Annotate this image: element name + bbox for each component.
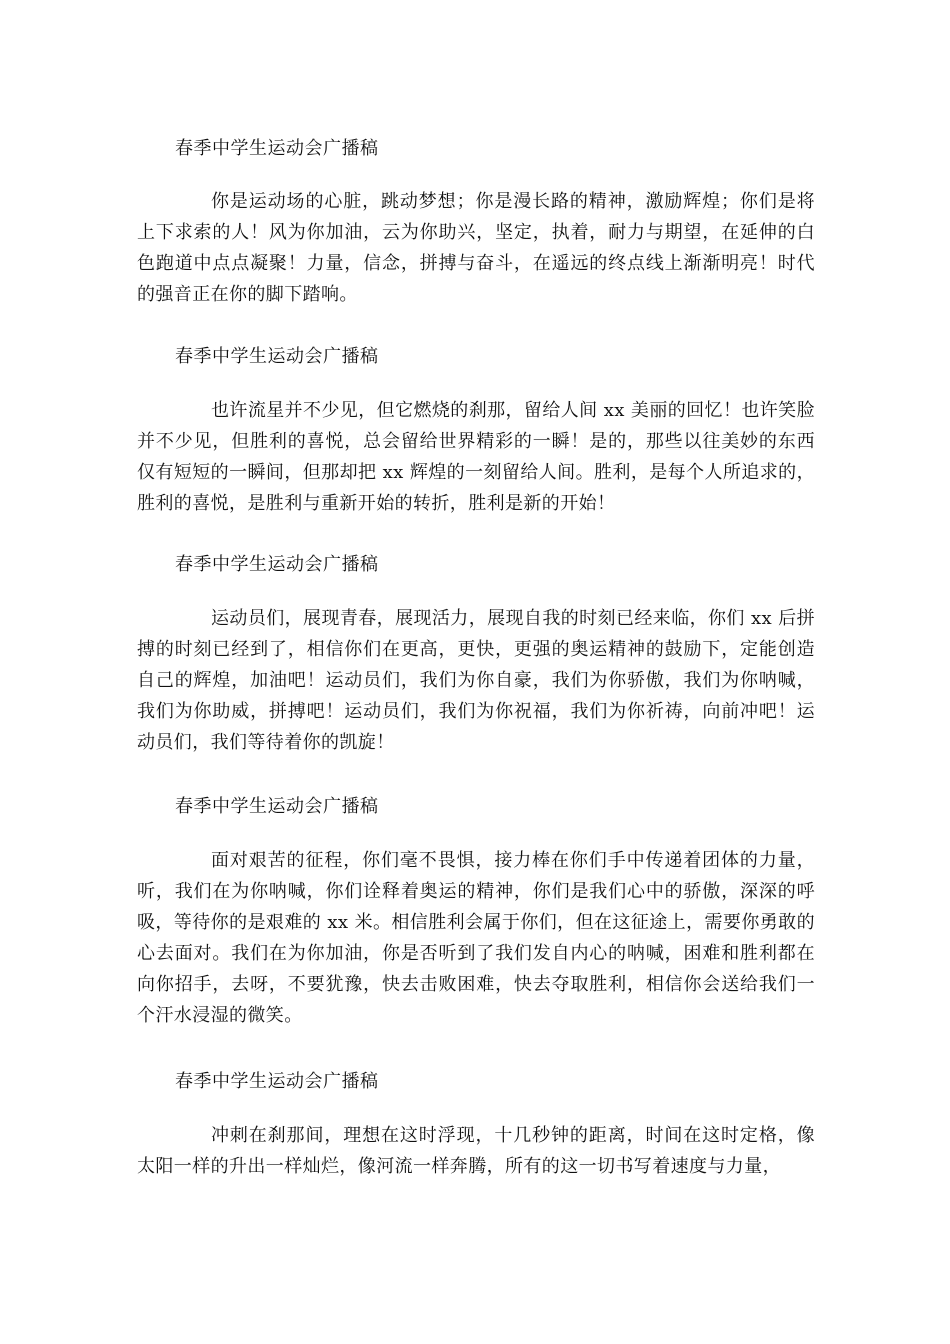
section-paragraph: 你是运动场的心脏，跳动梦想；你是漫长路的精神，激励辉煌；你们是将上下求索的人！风为你加油，云为你助兴，坚定，执着，耐力与期望，在延伸的白色跑道中点点凝聚！力量，信念，拼搏与奋斗，在遥远的终点线上渐渐明亮！时代的强音正在你的脚下踏响。 [137, 191, 815, 305]
section-paragraph: 面对艰苦的征程，你们毫不畏惧，接力棒在你们手中传递着团体的力量，听，我们在为你呐喊，你们诠释着奥运的精神，你们是我们心中的骄傲，深深的呼吸，等待你的是艰难的 xx 米。相信胜利会属于你们，但在这征途上，需要你勇敢的心去面对。我们在为你加油，你是否听到了我们发自内心的呐喊，困难和胜利都在向你招手，去呀，不要犹豫，快去击败困难，快去夺取胜利，相信你会送给我们一个汗水浸湿的微笑。 [137, 850, 815, 1026]
section-heading: 春季中学生运动会广播稿 [175, 554, 379, 575]
section-paragraph: 也许流星并不少见，但它燃烧的刹那，留给人间 xx 美丽的回忆！也许笑脸并不少见，但胜利的喜悦，总会留给世界精彩的一瞬！是的，那些以往美妙的东西仅有短短的一瞬间，但那却把 xx 辉煌的一刻留给人间。胜利，是每个人所追求的，胜利的喜悦，是胜利与重新开始的转折，胜利是新的开始！ [137, 400, 815, 514]
section-heading: 春季中学生运动会广播稿 [175, 138, 379, 159]
section-paragraph: 运动员们，展现青春，展现活力，展现自我的时刻已经来临，你们 xx 后拼搏的时刻已经到了，相信你们在更高，更快，更强的奥运精神的鼓励下，定能创造自己的辉煌，加油吧！运动员们，我们为你自豪，我们为你骄傲，我们为你呐喊，我们为你助威，拼搏吧！运动员们，我们为你祝福，我们为你祈祷，向前冲吧！运动员们，我们等待着你的凯旋！ [137, 608, 815, 753]
section-heading: 春季中学生运动会广播稿 [175, 796, 379, 817]
section-heading: 春季中学生运动会广播稿 [175, 346, 379, 367]
section-paragraph: 冲刺在刹那间，理想在这时浮现，十几秒钟的距离，时间在这时定格，像太阳一样的升出一样灿烂，像河流一样奔腾，所有的这一切书写着速度与力量， [137, 1125, 815, 1177]
section-heading: 春季中学生运动会广播稿 [175, 1071, 379, 1092]
